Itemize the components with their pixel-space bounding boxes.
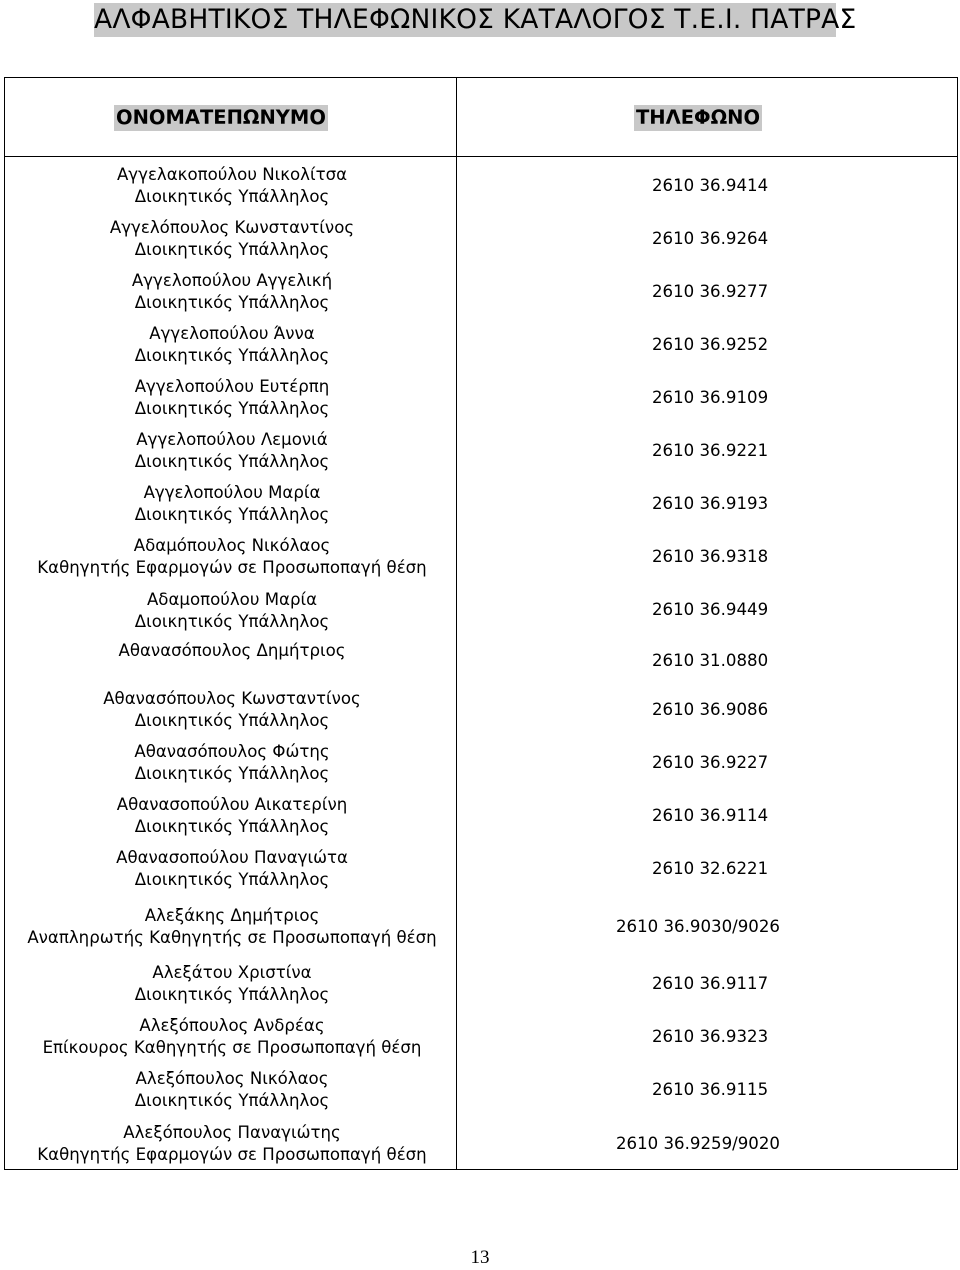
person-role: Διοικητικός Υπάλληλος <box>134 399 330 418</box>
person-name: Αλεξόπουλος Παναγιώτης <box>123 1123 341 1142</box>
phone-number: 2610 36.9193 <box>652 494 769 513</box>
person-name: Αγγελοπούλου Μαρία <box>143 483 321 502</box>
table-row-name-cell <box>8 589 456 633</box>
phone-number: 2610 36.9109 <box>652 388 769 407</box>
table-row-name-cell <box>8 905 456 949</box>
table-row-name-cell <box>8 794 456 838</box>
phone-number: 2610 36.9252 <box>652 335 769 354</box>
phone-number: 2610 36.9030/9026 <box>616 917 780 936</box>
person-name: Αλεξάκης Δημήτριος <box>144 906 320 925</box>
phone-number: 2610 32.6221 <box>652 859 769 878</box>
person-role: Διοικητικός Υπάλληλος <box>134 240 330 259</box>
table-row-name-cell <box>8 429 456 473</box>
person-name: Αλεξόπουλος Νικόλαος <box>135 1069 329 1088</box>
table-border-left <box>4 77 5 1170</box>
page-number: 13 <box>470 1247 490 1268</box>
person-role: Καθηγητής Εφαρμογών σε Προσωποπαγή θέση <box>37 558 427 577</box>
phone-number: 2610 36.9323 <box>652 1027 769 1046</box>
person-name: Αγγελοπούλου Αγγελική <box>131 271 333 290</box>
person-name: Αδαμόπουλος Νικόλαος <box>133 536 331 555</box>
person-name: Αλεξόπουλος Ανδρέας <box>139 1016 325 1035</box>
person-role: Αναπληρωτής Καθηγητής σε Προσωποπαγή θέση <box>27 928 437 947</box>
phone-number: 2610 36.9414 <box>652 176 769 195</box>
person-name: Αθανασόπουλος Κωνσταντίνος <box>103 689 361 708</box>
phone-number: 2610 36.9264 <box>652 229 769 248</box>
table-border-top <box>4 77 958 78</box>
phone-number: 2610 36.9318 <box>652 547 769 566</box>
table-row-name-cell <box>8 640 456 662</box>
phone-column-header: ΤΗΛΕΦΩΝΟ <box>636 106 761 129</box>
phone-number: 2610 36.9117 <box>652 974 769 993</box>
person-role: Διοικητικός Υπάλληλος <box>134 612 330 631</box>
person-role: Διοικητικός Υπάλληλος <box>134 452 330 471</box>
person-name: Αγγελακοπούλου Νικολίτσα <box>116 165 348 184</box>
person-name: Αλεξάτου Χριστίνα <box>152 963 312 982</box>
name-column-header: ΟΝΟΜΑΤΕΠΩΝΥΜΟ <box>116 106 326 129</box>
table-border-bottom <box>4 1169 958 1170</box>
person-role: Διοικητικός Υπάλληλος <box>134 985 330 1004</box>
person-role: Διοικητικός Υπάλληλος <box>134 1091 330 1110</box>
phone-number: 2610 36.9259/9020 <box>616 1134 780 1153</box>
phone-number: 2610 36.9115 <box>652 1080 769 1099</box>
table-row-name-cell <box>8 482 456 526</box>
person-name: Αθανασοπούλου Παναγιώτα <box>116 848 348 867</box>
phone-number: 2610 36.9277 <box>652 282 769 301</box>
person-name: Αδαμοπούλου Μαρία <box>146 590 318 609</box>
person-role: Διοικητικός Υπάλληλος <box>134 817 330 836</box>
table-border-right <box>957 77 958 1170</box>
column-divider <box>456 77 457 1170</box>
table-row-name-cell <box>8 1015 456 1059</box>
person-name: Αθανασοπούλου Αικατερίνη <box>116 795 348 814</box>
table-row-name-cell <box>8 270 456 314</box>
person-role: Διοικητικός Υπάλληλος <box>134 870 330 889</box>
person-role: Επίκουρος Καθηγητής σε Προσωποπαγή θέση <box>42 1038 422 1057</box>
phone-number: 2610 36.9114 <box>652 806 769 825</box>
table-row-name-cell <box>8 847 456 891</box>
table-row-name-cell <box>8 1122 456 1166</box>
page-title: ΑΛΦΑΒΗΤΙΚΟΣ ΤΗΛΕΦΩΝΙΚΟΣ ΚΑΤΑΛΟΓΟΣ Τ.Ε.Ι. ΠΑΤΡΑΣ <box>94 4 857 35</box>
table-row-name-cell <box>8 741 456 785</box>
person-role: Διοικητικός Υπάλληλος <box>134 187 330 206</box>
phone-number: 2610 36.9449 <box>652 600 769 619</box>
table-row-name-cell <box>8 962 456 1006</box>
person-name: Αθανασόπουλος Φώτης <box>134 742 330 761</box>
phone-number: 2610 31.0880 <box>652 651 769 670</box>
person-name: Αγγελόπουλος Κωνσταντίνος <box>109 218 355 237</box>
person-role: Διοικητικός Υπάλληλος <box>134 293 330 312</box>
table-row-name-cell <box>8 164 456 208</box>
person-role: Διοικητικός Υπάλληλος <box>134 764 330 783</box>
person-name: Αθανασόπουλος Δημήτριος <box>118 641 346 660</box>
person-role: Διοικητικός Υπάλληλος <box>134 711 330 730</box>
phone-number: 2610 36.9221 <box>652 441 769 460</box>
person-role: Καθηγητής Εφαρμογών σε Προσωποπαγή θέση <box>37 1145 427 1164</box>
person-role: Διοικητικός Υπάλληλος <box>134 505 330 524</box>
table-row-name-cell <box>8 688 456 732</box>
person-name: Αγγελοπούλου Άννα <box>149 324 315 343</box>
person-role: Διοικητικός Υπάλληλος <box>134 346 330 365</box>
table-row-name-cell <box>8 1068 456 1112</box>
table-row-name-cell <box>8 376 456 420</box>
person-name: Αγγελοπούλου Ευτέρπη <box>134 377 330 396</box>
phone-number: 2610 36.9227 <box>652 753 769 772</box>
directory-table <box>4 77 958 1170</box>
phone-number: 2610 36.9086 <box>652 700 769 719</box>
table-row-name-cell <box>8 323 456 367</box>
table-row-name-cell <box>8 217 456 261</box>
table-row-name-cell <box>8 535 456 579</box>
person-name: Αγγελοπούλου Λεμονιά <box>136 430 328 449</box>
header-divider <box>4 156 958 157</box>
